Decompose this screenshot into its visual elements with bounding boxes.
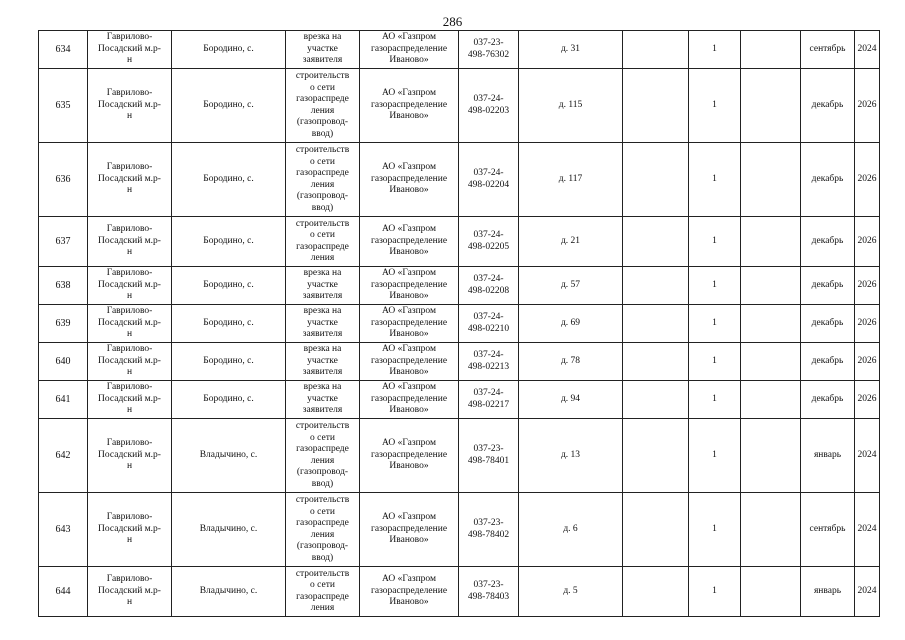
organization-cell: АО «Газпром газораспределение Иваново» (360, 567, 459, 617)
house-number-cell: д. 117 (519, 143, 623, 217)
house-number-cell: д. 78 (519, 343, 623, 381)
year-cell: 2026 (855, 143, 880, 217)
district-cell: Гаврилово- Посадский м.р- н (88, 343, 172, 381)
district-cell: Гаврилово- Посадский м.р- н (88, 267, 172, 305)
organization-cell: АО «Газпром газораспределение Иваново» (360, 31, 459, 69)
row-number-cell: 640 (39, 343, 88, 381)
settlement-cell: Бородино, с. (172, 143, 286, 217)
application-code-cell: 037-24- 498-02210 (459, 305, 519, 343)
house-number-cell: д. 31 (519, 31, 623, 69)
year-cell: 2024 (855, 567, 880, 617)
application-code-cell: 037-24- 498-02213 (459, 343, 519, 381)
month-cell: декабрь (801, 267, 855, 305)
settlement-cell: Владычино, с. (172, 493, 286, 567)
organization-cell: АО «Газпром газораспределение Иваново» (360, 305, 459, 343)
application-code-cell: 037-23- 498-78403 (459, 567, 519, 617)
year-cell: 2026 (855, 267, 880, 305)
district-cell: Гаврилово- Посадский м.р- н (88, 567, 172, 617)
row-number-cell: 644 (39, 567, 88, 617)
table-body (39, 31, 880, 617)
work-type-cell: врезка на участке заявителя (286, 343, 360, 381)
district-cell: Гаврилово- Посадский м.р- н (88, 217, 172, 267)
month-cell: декабрь (801, 343, 855, 381)
work-type-cell: врезка на участке заявителя (286, 305, 360, 343)
row-number-cell: 638 (39, 267, 88, 305)
district-cell: Гаврилово- Посадский м.р- н (88, 69, 172, 143)
work-type-cell: строительств о сети газораспреде ления (286, 217, 360, 267)
organization-cell: АО «Газпром газораспределение Иваново» (360, 343, 459, 381)
month-cell: сентябрь (801, 493, 855, 567)
house-number-cell: д. 13 (519, 419, 623, 493)
settlement-cell: Владычино, с. (172, 567, 286, 617)
application-code-cell: 037-24- 498-02208 (459, 267, 519, 305)
table-row (39, 305, 880, 343)
table-row (39, 567, 880, 617)
table-row (39, 267, 880, 305)
year-cell: 2026 (855, 343, 880, 381)
application-code-cell: 037-24- 498-02217 (459, 381, 519, 419)
month-cell: декабрь (801, 143, 855, 217)
district-cell: Гаврилово- Посадский м.р- н (88, 305, 172, 343)
month-cell: январь (801, 567, 855, 617)
settlement-cell: Владычино, с. (172, 419, 286, 493)
house-number-cell: д. 115 (519, 69, 623, 143)
empty-cell (623, 31, 689, 69)
application-code-cell: 037-23- 498-76302 (459, 31, 519, 69)
empty-cell (623, 493, 689, 567)
work-type-cell: строительств о сети газораспреде ления (286, 567, 360, 617)
house-number-cell: д. 69 (519, 305, 623, 343)
district-cell: Гаврилово- Посадский м.р- н (88, 419, 172, 493)
application-code-cell: 037-23- 498-78402 (459, 493, 519, 567)
quantity-cell: 1 (689, 267, 741, 305)
quantity-cell: 1 (689, 419, 741, 493)
house-number-cell: д. 21 (519, 217, 623, 267)
empty-cell (623, 381, 689, 419)
year-cell: 2026 (855, 381, 880, 419)
settlement-cell: Бородино, с. (172, 217, 286, 267)
row-number-cell: 634 (39, 31, 88, 69)
year-cell: 2026 (855, 217, 880, 267)
month-cell: декабрь (801, 69, 855, 143)
organization-cell: АО «Газпром газораспределение Иваново» (360, 493, 459, 567)
district-cell: Гаврилово- Посадский м.р- н (88, 143, 172, 217)
quantity-cell: 1 (689, 217, 741, 267)
house-number-cell: д. 6 (519, 493, 623, 567)
empty-cell (741, 343, 801, 381)
empty-cell (741, 305, 801, 343)
work-type-cell: строительств о сети газораспреде ления (газопровод- ввод) (286, 419, 360, 493)
settlement-cell: Бородино, с. (172, 381, 286, 419)
year-cell: 2026 (855, 305, 880, 343)
row-number-cell: 639 (39, 305, 88, 343)
work-type-cell: врезка на участке заявителя (286, 267, 360, 305)
empty-cell (623, 343, 689, 381)
empty-cell (623, 143, 689, 217)
organization-cell: АО «Газпром газораспределение Иваново» (360, 267, 459, 305)
quantity-cell: 1 (689, 567, 741, 617)
table-row (39, 143, 880, 217)
page-number: 286 (442, 14, 463, 29)
table-row (39, 493, 880, 567)
settlement-cell: Бородино, с. (172, 343, 286, 381)
table-row (39, 343, 880, 381)
row-number-cell: 641 (39, 381, 88, 419)
quantity-cell: 1 (689, 381, 741, 419)
settlement-cell: Бородино, с. (172, 305, 286, 343)
organization-cell: АО «Газпром газораспределение Иваново» (360, 381, 459, 419)
empty-cell (623, 305, 689, 343)
quantity-cell: 1 (689, 69, 741, 143)
year-cell: 2024 (855, 419, 880, 493)
work-type-cell: строительств о сети газораспреде ления (газопровод- ввод) (286, 493, 360, 567)
application-code-cell: 037-23- 498-78401 (459, 419, 519, 493)
empty-cell (741, 31, 801, 69)
work-type-cell: строительств о сети газораспреде ления (газопровод- ввод) (286, 143, 360, 217)
application-code-cell: 037-24- 498-02205 (459, 217, 519, 267)
table-row (39, 69, 880, 143)
month-cell: январь (801, 419, 855, 493)
application-code-cell: 037-24- 498-02203 (459, 69, 519, 143)
empty-cell (741, 69, 801, 143)
empty-cell (623, 567, 689, 617)
month-cell: декабрь (801, 217, 855, 267)
settlement-cell: Бородино, с. (172, 69, 286, 143)
row-number-cell: 637 (39, 217, 88, 267)
empty-cell (623, 69, 689, 143)
application-code-cell: 037-24- 498-02204 (459, 143, 519, 217)
month-cell: декабрь (801, 381, 855, 419)
year-cell: 2024 (855, 31, 880, 69)
empty-cell (623, 419, 689, 493)
empty-cell (741, 419, 801, 493)
row-number-cell: 643 (39, 493, 88, 567)
empty-cell (623, 267, 689, 305)
year-cell: 2024 (855, 493, 880, 567)
settlement-cell: Бородино, с. (172, 31, 286, 69)
empty-cell (741, 217, 801, 267)
district-cell: Гаврилово- Посадский м.р- н (88, 381, 172, 419)
gas-connection-table (38, 30, 880, 617)
table-row (39, 217, 880, 267)
table-row (39, 419, 880, 493)
empty-cell (741, 143, 801, 217)
district-cell: Гаврилово- Посадский м.р- н (88, 31, 172, 69)
table-row (39, 381, 880, 419)
quantity-cell: 1 (689, 343, 741, 381)
organization-cell: АО «Газпром газораспределение Иваново» (360, 69, 459, 143)
empty-cell (741, 381, 801, 419)
empty-cell (741, 493, 801, 567)
organization-cell: АО «Газпром газораспределение Иваново» (360, 143, 459, 217)
month-cell: сентябрь (801, 31, 855, 69)
house-number-cell: д. 57 (519, 267, 623, 305)
month-cell: декабрь (801, 305, 855, 343)
quantity-cell: 1 (689, 31, 741, 69)
empty-cell (741, 567, 801, 617)
row-number-cell: 636 (39, 143, 88, 217)
quantity-cell: 1 (689, 493, 741, 567)
empty-cell (741, 267, 801, 305)
settlement-cell: Бородино, с. (172, 267, 286, 305)
quantity-cell: 1 (689, 143, 741, 217)
quantity-cell: 1 (689, 305, 741, 343)
organization-cell: АО «Газпром газораспределение Иваново» (360, 419, 459, 493)
year-cell: 2026 (855, 69, 880, 143)
row-number-cell: 642 (39, 419, 88, 493)
empty-cell (623, 217, 689, 267)
work-type-cell: врезка на участке заявителя (286, 31, 360, 69)
district-cell: Гаврилово- Посадский м.р- н (88, 493, 172, 567)
table-row (39, 31, 880, 69)
house-number-cell: д. 5 (519, 567, 623, 617)
house-number-cell: д. 94 (519, 381, 623, 419)
row-number-cell: 635 (39, 69, 88, 143)
organization-cell: АО «Газпром газораспределение Иваново» (360, 217, 459, 267)
work-type-cell: строительств о сети газораспреде ления (газопровод- ввод) (286, 69, 360, 143)
work-type-cell: врезка на участке заявителя (286, 381, 360, 419)
